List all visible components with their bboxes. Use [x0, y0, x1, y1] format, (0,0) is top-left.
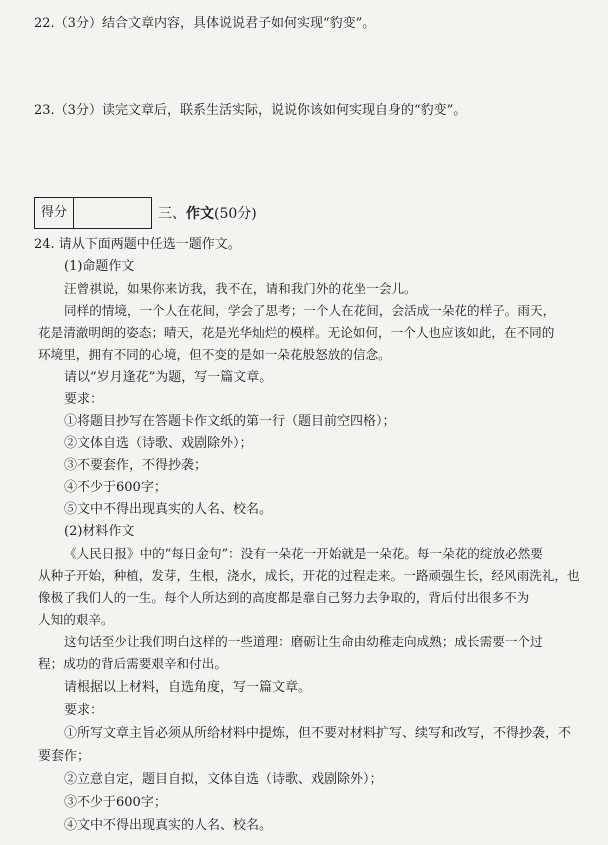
part1-text-line: 汪曾祺说，如果你来访我，我不在，请和我门外的花坐一会儿。 — [64, 281, 417, 296]
part1-requirements-label: 要求： — [64, 392, 104, 407]
question-22: 22.（3分）结合文章内容，具体说说君子如何实现“豹变”。 — [34, 16, 376, 31]
part2-requirement: ①所写文章主旨必须从所给材料中提炼，但不要对材料扩写、续写和改写，不得抄袭，不 — [64, 726, 572, 741]
part1-requirement: ①将题目抄写在答题卡作文纸的第一行（题目前空四格）； — [64, 414, 396, 429]
score-box — [34, 197, 152, 229]
part2-heading: (2)材料作文 — [64, 524, 135, 539]
part2-requirement: ④文中不得出现真实的人名、校名。 — [64, 818, 273, 833]
part2-requirement: ③不少于600字； — [64, 795, 167, 810]
section-title: 作文 — [186, 206, 214, 222]
part2-text-line: 从种子开始，种植，发芽，生根，浇水，成长，开花的过程走来。一路顽强生长，经风雨洗礼，也 — [38, 568, 580, 583]
question-23: 23.（3分）读完文章后，联系生活实际，说说你该如何实现自身的“豹变”。 — [34, 103, 467, 118]
part2-text-line: 《人民日报》中的“每日金句”：没有一朵花一开始就是一朵花。每一朵花的绽放必然要 — [64, 546, 543, 561]
part2-prompt: 请根据以上材料，自选角度，写一篇文章。 — [64, 680, 312, 695]
score-box-blank — [74, 198, 151, 228]
part2-requirements-label: 要求： — [64, 703, 104, 718]
part1-text-line: 花是清澈明朗的姿态；晴天，花是光华灿烂的模样。无论如何，一个人也应该如此，在不同的 — [38, 325, 555, 340]
part1-prompt: 请以“岁月逢花”为题，写一篇文章。 — [64, 370, 273, 385]
question-24: 24. 请从下面两题中任选一题作文。 — [34, 237, 241, 252]
part1-requirement: ③不要套作，不得抄袭； — [64, 458, 208, 473]
part2-requirement: ②立意自定，题目自拟，文体自选（诗歌、戏剧除外）； — [64, 772, 383, 787]
part2-text-line: 像极了我们人的一生。每个人所达到的高度都是靠自己努力去争取的，背后付出很多不为 — [38, 590, 530, 605]
part1-requirement: ④不少于600字； — [64, 480, 167, 495]
section-points: (50分) — [214, 206, 257, 222]
score-box-label: 得分 — [35, 198, 74, 228]
section-heading — [158, 203, 257, 223]
part1-requirement: ⑤文中不得出现真实的人名、校名。 — [64, 502, 273, 517]
part1-text-line: 环境里，拥有不同的心境，但不变的是如一朵花般怒放的信念。 — [38, 347, 391, 362]
part1-heading: (1)命题作文 — [64, 259, 135, 274]
part1-text-line: 同样的情境，一个人在花间，学会了思考；一个人在花间，会活成一朵花的样子。雨天， — [64, 303, 556, 318]
part2-text-line: 这句话至少让我们明白这样的一些道理：磨砺让生命由幼稚走向成熟；成长需要一个过 — [64, 634, 543, 649]
part2-requirement: 要套作； — [38, 749, 91, 764]
part1-requirement: ②文体自选（诗歌、戏剧除外）； — [64, 436, 253, 451]
section-number: 三、 — [158, 206, 186, 222]
part2-text-line: 程；成功的背后需要艰辛和付出。 — [38, 656, 227, 671]
part2-text-line: 人知的艰辛。 — [38, 612, 114, 627]
